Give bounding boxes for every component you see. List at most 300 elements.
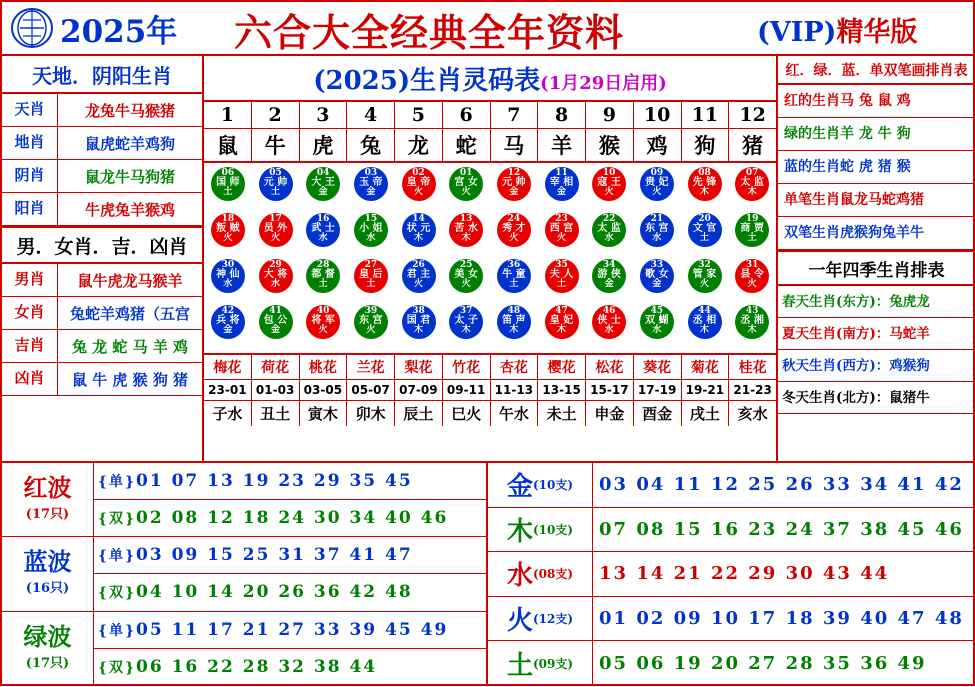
row-label: 秋天生肖(西方)：: [782, 358, 890, 374]
zodiac-cell: 龙: [395, 129, 443, 161]
ball-element: 金: [556, 187, 566, 197]
col-num: 5: [395, 102, 443, 128]
lucky-ball: [449, 305, 483, 339]
left-row: [2, 160, 202, 193]
ball-word: 宰 相: [549, 177, 574, 188]
zodiac-cell: 鸡: [634, 129, 682, 161]
wave-name: 红波: [23, 473, 72, 502]
center-panel: [204, 56, 776, 461]
odd-numbers: 03 09 15 25 31 37 41 47: [136, 545, 413, 566]
ball-word: 国 君: [406, 315, 431, 326]
element-count: (10支): [532, 478, 574, 493]
logo-icon: [10, 6, 54, 50]
row-value: 鼠 牛 虎 猴 狗 猪: [71, 370, 189, 389]
lucky-ball: [735, 305, 769, 339]
ball-element: 木: [461, 325, 471, 335]
ball-element: 木: [556, 325, 566, 335]
ball-number: 13: [459, 214, 473, 224]
ball-number: 23: [555, 214, 568, 224]
lucky-ball: [545, 259, 579, 293]
ball-word: 太 监: [597, 223, 621, 234]
time-cell: 23-01: [204, 380, 252, 400]
ball-word: 皇 妃: [549, 315, 574, 326]
ball-word: 商 贾: [740, 223, 764, 234]
ball-word: 侠 士: [597, 315, 621, 326]
time-cell: 15-17: [586, 380, 634, 400]
ball-element: 土: [556, 279, 566, 289]
flower-cell: 竹花: [443, 355, 491, 379]
right-row: [778, 184, 975, 217]
ball-number: 26: [412, 260, 425, 270]
vip-badge: [757, 10, 917, 49]
ball-word: 太 监: [740, 177, 764, 188]
ball-word: 皇 帝: [406, 177, 431, 188]
lucky-ball: [688, 213, 722, 247]
col-num: 12: [739, 104, 766, 126]
even-numbers: 04 10 14 20 26 36 42 48: [136, 582, 413, 603]
ball-word: 国 师: [216, 177, 240, 188]
right-head-2: 一年四季生肖排表: [778, 250, 975, 286]
row-value: 鼠牛虎龙马猴羊: [77, 271, 183, 290]
lucky-ball: [402, 305, 436, 339]
element-numbers: 01 02 09 10 17 18 39 40 47 48: [599, 607, 964, 629]
ball-number: 07: [745, 168, 759, 178]
ball-number: 28: [316, 260, 330, 270]
col-num: 10: [634, 102, 682, 128]
zodiac-cell: 狗: [682, 129, 730, 161]
zodiac-cell: 虎: [300, 129, 348, 161]
ball-element: 火: [461, 187, 471, 197]
lucky-ball: [592, 167, 626, 201]
row-label: 吉肖: [2, 330, 58, 362]
row-value: 鸡猴狗: [889, 358, 930, 374]
wave-numbers: [94, 612, 486, 686]
ball-number: 15: [364, 214, 378, 224]
ball-word: 苦 水: [454, 223, 478, 234]
ball-number: 44: [698, 306, 711, 316]
lucky-ball: [449, 213, 483, 247]
lucky-ball: [354, 213, 388, 247]
row-label: 天肖: [2, 94, 58, 126]
row-value: 马 兔 鼠 鸡: [840, 93, 911, 109]
ball-number: 09: [650, 168, 664, 178]
time-cell: 07-09: [395, 380, 443, 400]
row-value: 龙兔牛马猴猪: [84, 101, 175, 120]
ball-number: 29: [269, 260, 282, 270]
ball-number: 27: [364, 260, 378, 270]
lucky-ball: [497, 213, 531, 247]
lucky-ball: [545, 167, 579, 201]
ball-word: 丞 相: [692, 315, 717, 326]
lucky-ball: [354, 305, 388, 339]
zodiac-cell: 鼠: [204, 129, 252, 161]
flower-cell: 梅花: [204, 355, 252, 379]
wave-odd-line: [94, 463, 486, 500]
zodiac-cell: 蛇: [443, 129, 491, 161]
lucky-ball: [592, 213, 626, 247]
odd-tag: {单}: [98, 548, 137, 565]
lucky-ball: [640, 305, 674, 339]
ganzhi-cell: 丑土: [252, 401, 300, 426]
ball-element: 土: [366, 279, 376, 289]
ganzhi-cell: 午水: [491, 401, 539, 426]
ball-word: 夫 人: [549, 269, 574, 280]
lucky-ball: [449, 259, 483, 293]
page-year: 2025年: [60, 14, 178, 50]
left-row: [2, 330, 202, 363]
lucky-ball: [497, 259, 531, 293]
ball-number: 05: [269, 168, 282, 178]
col-num: 11: [682, 102, 730, 128]
right-row: [778, 118, 975, 151]
ball-element: 水: [604, 233, 614, 243]
ball-element: 火: [413, 279, 423, 289]
element-name: 土: [506, 650, 533, 681]
col-num: 4: [347, 102, 395, 128]
left-row: [2, 363, 202, 396]
flower-cell: 桃花: [300, 355, 348, 379]
season-row: [778, 286, 975, 318]
lucky-ball: [211, 259, 245, 293]
ganzhi-cell: 子水: [204, 401, 252, 426]
ball-number: 08: [698, 168, 711, 178]
ball-element: 火: [223, 233, 233, 243]
element-table: [488, 463, 973, 686]
ball-element: 土: [270, 187, 280, 197]
time-cell: 19-21: [682, 380, 730, 400]
element-name: 火: [506, 605, 533, 636]
ball-word: 武 士: [311, 223, 335, 234]
ball-element: 水: [604, 325, 614, 335]
lucky-ball: [259, 167, 293, 201]
lucky-ball: [402, 259, 436, 293]
ball-word: 宫 女: [454, 177, 478, 188]
lucky-ball: [640, 167, 674, 201]
zodiac-row: [204, 129, 776, 163]
element-row: [488, 597, 973, 642]
flower-cell: 松花: [586, 355, 634, 379]
wave-odd-line: [94, 612, 486, 649]
zodiac-cell: 羊: [538, 129, 586, 161]
col-num: 8: [538, 102, 586, 128]
ball-word: 双 蝴: [645, 315, 669, 326]
wave-count: (17只): [25, 655, 70, 671]
flower-cell: 桂花: [738, 360, 767, 376]
ball-number: 41: [269, 306, 282, 316]
ball-word: 东 宫: [645, 223, 669, 234]
zodiac-cell: 猪: [742, 133, 764, 158]
ball-number: 43: [745, 306, 759, 316]
time-cell: 21-23: [733, 383, 772, 397]
odd-numbers: 05 11 17 21 27 33 39 45 49: [136, 619, 449, 640]
ganzhi-cell: 寅木: [300, 401, 348, 426]
row-label: 男肖: [2, 264, 58, 296]
wave-row: [2, 612, 486, 686]
element-count: (08支): [532, 567, 574, 582]
lucky-ball: [497, 305, 531, 339]
ball-element: 火: [652, 187, 662, 197]
ball-number: 25: [459, 260, 473, 270]
ball-element: 木: [413, 325, 423, 335]
lucky-ball: [259, 213, 293, 247]
ball-element: 金: [604, 279, 614, 289]
row-value: 兔 龙 蛇 马 羊 鸡: [71, 337, 189, 356]
ball-number: 21: [650, 214, 664, 224]
ball-number: 31: [745, 260, 759, 270]
row-label: 阳肖: [2, 193, 58, 225]
ball-element: 土: [747, 233, 757, 243]
element-numbers: 13 14 21 22 29 30 43 44: [599, 563, 890, 585]
ball-number: 04: [316, 168, 330, 178]
ball-number: 37: [459, 306, 473, 316]
ganzhi-cell: 戌土: [682, 401, 730, 426]
vip-paren: (VIP): [757, 17, 837, 48]
ganzhi-row: [204, 401, 776, 426]
element-count: (10支): [532, 522, 574, 537]
ball-element: 木: [509, 325, 519, 335]
wave-table: [2, 463, 488, 686]
ball-word: 牛 童: [502, 269, 526, 280]
even-tag: {双}: [98, 511, 137, 527]
col-num: 7: [491, 102, 539, 128]
ball-word: 西 宫: [549, 223, 574, 234]
ganzhi-cell: 亥水: [737, 405, 768, 423]
lucky-ball: [211, 305, 245, 339]
right-row: [778, 85, 975, 118]
lucky-number-balls: [204, 163, 776, 355]
ball-word: 神 仙: [216, 269, 240, 280]
ball-number: 33: [650, 260, 664, 270]
col-num: 9: [586, 102, 634, 128]
page-title: 六合大全经典全年资料: [234, 10, 625, 55]
element-name-cell: [488, 508, 593, 552]
time-row: [204, 380, 776, 401]
lucky-ball: [259, 305, 293, 339]
even-numbers: 02 08 12 18 24 30 34 40 46: [136, 508, 449, 528]
element-count: (09支): [532, 656, 574, 671]
row-value: 鼠龙马蛇鸡猪: [840, 192, 924, 208]
flower-row: [204, 355, 776, 380]
ball-word: 将 军: [311, 315, 335, 326]
season-row: [778, 350, 975, 382]
element-name: 木: [506, 516, 533, 547]
flower-cell: 荷花: [252, 355, 300, 379]
row-value: 牛虎兔羊猴鸡: [84, 200, 175, 219]
ball-element: 火: [366, 325, 376, 335]
ganzhi-cell: 未土: [538, 401, 586, 426]
time-cell: 09-11: [443, 380, 491, 400]
ball-element: 木: [747, 187, 757, 197]
ball-number: 32: [698, 260, 711, 270]
col-num: 3: [300, 102, 348, 128]
element-name-cell: [488, 597, 593, 641]
lucky-ball: [354, 259, 388, 293]
right-head-1: [778, 56, 975, 85]
row-label: 绿的生肖: [784, 126, 840, 142]
ball-number: 06: [221, 168, 235, 178]
left-row: [2, 127, 202, 160]
ball-element: 水: [270, 279, 280, 289]
lucky-ball: [735, 167, 769, 201]
ball-number: 20: [698, 214, 711, 224]
ball-element: 木: [699, 325, 709, 335]
ball-element: 火: [461, 279, 471, 289]
ball-word: 员 外: [263, 223, 288, 234]
odd-tag: {单}: [98, 622, 137, 639]
ball-number: 45: [650, 306, 664, 316]
ball-word: 皇 后: [359, 269, 383, 280]
ball-word: 状 元: [406, 223, 431, 234]
flower-cell: 葵花: [634, 355, 682, 379]
wave-name: 绿波: [23, 621, 72, 651]
row-value: 兔虎龙: [889, 294, 930, 310]
ball-number: 16: [316, 214, 330, 224]
element-row: [488, 463, 973, 508]
row-value: 鼠猪牛: [889, 390, 930, 406]
row-label: 夏天生肖(南方)：: [782, 326, 890, 342]
ball-word: 丞 湘: [740, 315, 764, 326]
lucky-ball: [688, 167, 722, 201]
ball-element: 金: [223, 325, 233, 335]
row-value: 马蛇羊: [889, 326, 930, 342]
ball-element: 水: [318, 233, 328, 243]
row-value: 鼠虎蛇羊鸡狗: [84, 134, 175, 153]
flower-cell: 樱花: [538, 355, 586, 379]
ball-number: 48: [507, 306, 521, 316]
lucky-ball: [545, 305, 579, 339]
right-row: [778, 217, 975, 250]
even-numbers: 06 16 22 28 32 38 44: [136, 656, 378, 677]
ball-word: 君 主: [406, 269, 431, 280]
flower-cell: 梨花: [395, 355, 443, 379]
ball-element: 土: [223, 187, 233, 197]
time-cell: 01-03: [252, 380, 300, 400]
flower-cell: 杏花: [491, 355, 539, 379]
ball-number: 14: [412, 214, 425, 224]
wave-odd-line: [94, 537, 486, 574]
ball-word: 兵 将: [216, 315, 240, 326]
ball-element: 水: [366, 233, 376, 243]
ball-word: 贵 妃: [645, 177, 669, 188]
wave-row: [2, 537, 486, 611]
ganzhi-cell: 申金: [586, 401, 634, 426]
lucky-ball: [640, 213, 674, 247]
column-numbers-row: [204, 102, 776, 129]
wave-even-line: [94, 574, 486, 611]
ball-word: 美 女: [454, 269, 478, 280]
ball-number: 18: [221, 214, 235, 224]
ball-word: 元 帅: [502, 177, 526, 188]
ball-number: 42: [221, 306, 235, 316]
ball-element: 土: [699, 233, 709, 243]
ball-number: 46: [602, 306, 616, 316]
ball-element: 水: [652, 233, 662, 243]
vip-suffix: 精华版: [836, 17, 918, 48]
lucky-ball: [306, 167, 340, 201]
ganzhi-cell: 酉金: [634, 401, 682, 426]
ball-word: 东 宫: [359, 315, 383, 326]
lucky-ball: [688, 305, 722, 339]
wave-name-cell: [2, 537, 94, 610]
row-label: 地肖: [2, 127, 58, 159]
col-num: 2: [252, 102, 300, 128]
zodiac-cell: 兔: [347, 129, 395, 161]
header: [2, 2, 973, 56]
left-row: [2, 264, 202, 297]
element-name-cell: [488, 552, 593, 596]
ganzhi-cell: 巳火: [443, 401, 491, 426]
lucky-ball: [545, 213, 579, 247]
time-cell: 05-07: [347, 380, 395, 400]
ball-word: 先 锋: [692, 177, 717, 188]
season-row: [778, 382, 975, 414]
lucky-ball: [735, 213, 769, 247]
wave-numbers: [94, 463, 486, 536]
ball-element: 水: [223, 279, 233, 289]
center-title: [204, 56, 776, 102]
wave-name: 蓝波: [23, 547, 72, 577]
lucky-ball: [640, 259, 674, 293]
flower-cell: 兰花: [347, 355, 395, 379]
lucky-ball: [402, 167, 436, 201]
element-name-cell: [488, 641, 593, 686]
ball-word: 文 官: [692, 223, 717, 234]
row-value: 蛇 虎 猪 猴: [840, 159, 911, 175]
row-value: 羊 龙 牛 狗: [840, 126, 911, 142]
ball-element: 木: [747, 325, 757, 335]
ball-number: 12: [507, 168, 521, 178]
ball-number: 34: [602, 260, 616, 270]
left-row: [2, 297, 202, 330]
lucky-ball: [592, 305, 626, 339]
lucky-ball: [306, 259, 340, 293]
center-title-sub: (1月29日启用): [540, 73, 667, 94]
lucky-ball: [497, 167, 531, 201]
odd-numbers: 01 07 13 19 23 29 35 45: [136, 471, 413, 491]
lucky-ball: [592, 259, 626, 293]
row-label: 春天生肖(东方)：: [782, 294, 890, 310]
element-row: [488, 641, 973, 686]
even-tag: {双}: [98, 585, 137, 602]
ball-word: 叛 贼: [216, 223, 240, 234]
ball-element: 火: [413, 187, 423, 197]
season-row: [778, 318, 975, 350]
ball-word: 都 督: [311, 269, 335, 280]
left-panel: [2, 56, 204, 461]
ball-number: 35: [555, 260, 568, 270]
ball-number: 02: [412, 168, 425, 178]
lucky-ball: [449, 167, 483, 201]
ball-element: 火: [509, 233, 519, 243]
time-cell: 17-19: [634, 380, 682, 400]
row-value: 兔蛇羊鸡猪（五宫: [69, 304, 190, 323]
ball-number: 10: [602, 168, 616, 178]
time-cell: 03-05: [300, 380, 348, 400]
center-title-main: (2025)生肖灵码表: [313, 66, 541, 96]
ball-element: 金: [509, 187, 519, 197]
zodiac-cell: 猴: [586, 129, 634, 161]
element-name: 水: [506, 561, 533, 592]
ball-element: 火: [699, 279, 709, 289]
row-label: 冬天生肖(北方)：: [782, 390, 890, 406]
ganzhi-cell: 卯木: [347, 401, 395, 426]
lucky-ball: [259, 259, 293, 293]
ball-number: 30: [221, 260, 235, 270]
ball-element: 金: [366, 187, 376, 197]
row-label: 女肖: [2, 297, 58, 329]
ganzhi-cell: 辰土: [395, 401, 443, 426]
main-body: [2, 56, 973, 461]
